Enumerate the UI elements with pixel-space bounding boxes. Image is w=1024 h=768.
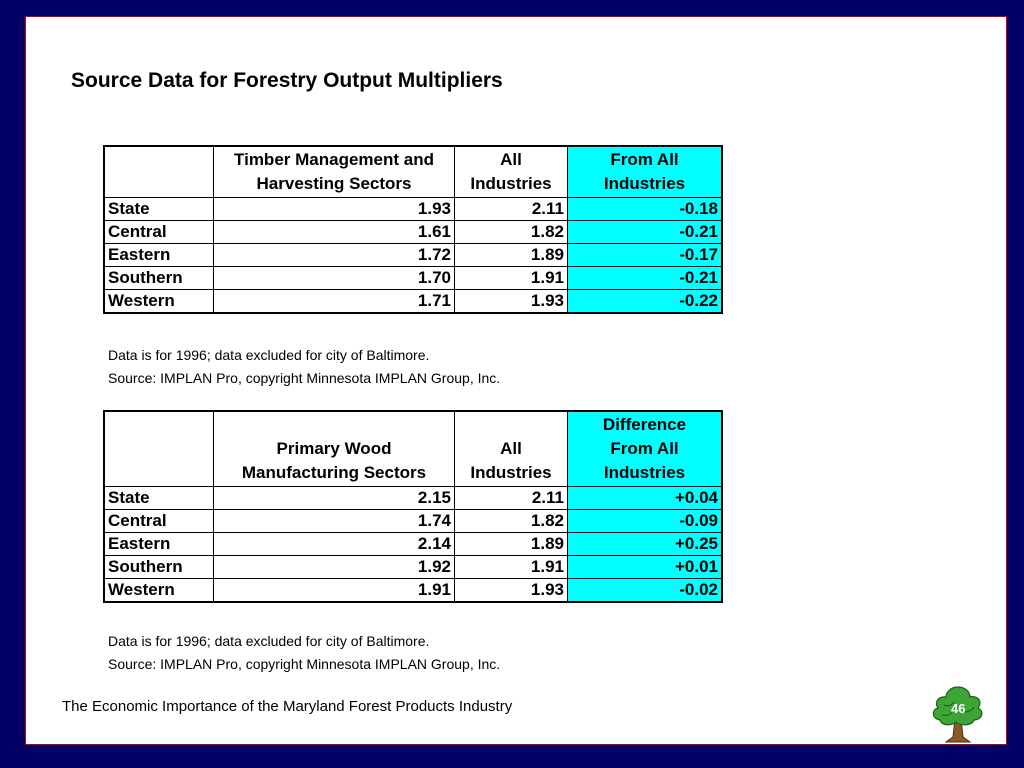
difference-value-cell: -0.02 xyxy=(568,579,723,603)
header-cell-difference: Difference From All Industries xyxy=(568,411,723,487)
data-note: Data is for 1996; data excluded for city of Baltimore. xyxy=(108,347,430,363)
region-cell: Central xyxy=(104,221,214,244)
sector-value-cell: 1.61 xyxy=(214,221,455,244)
source-note: Source: IMPLAN Pro, copyright Minnesota IMPLAN Group, Inc. xyxy=(108,656,501,672)
table-row xyxy=(104,198,722,221)
difference-value-cell: +0.25 xyxy=(568,533,723,556)
all-industries-value-cell: 1.89 xyxy=(455,244,568,267)
region-cell: Eastern xyxy=(104,244,214,267)
sector-value-cell: 1.71 xyxy=(214,290,455,314)
all-industries-value-cell: 1.93 xyxy=(455,290,568,314)
header-cell-empty xyxy=(104,146,214,198)
source-note: Source: IMPLAN Pro, copyright Minnesota IMPLAN Group, Inc. xyxy=(108,370,501,386)
timber-multiplier-table xyxy=(103,145,723,314)
table-row xyxy=(104,487,722,510)
region-cell: Western xyxy=(104,290,214,314)
sector-value-cell: 2.14 xyxy=(214,533,455,556)
region-cell: Western xyxy=(104,579,214,603)
sector-value-cell: 1.92 xyxy=(214,556,455,579)
table-row xyxy=(104,556,722,579)
table-row xyxy=(104,510,722,533)
table1-source-note xyxy=(108,344,500,390)
difference-value-cell: -0.09 xyxy=(568,510,723,533)
region-cell: Eastern xyxy=(104,533,214,556)
difference-value-cell: +0.04 xyxy=(568,487,723,510)
difference-value-cell: -0.21 xyxy=(568,267,723,290)
all-industries-value-cell: 2.11 xyxy=(455,198,568,221)
difference-value-cell: -0.18 xyxy=(568,198,723,221)
difference-value-cell: -0.17 xyxy=(568,244,723,267)
header-cell-empty xyxy=(104,411,214,487)
slide xyxy=(25,16,1007,745)
all-industries-value-cell: 1.82 xyxy=(455,510,568,533)
table2-source-note xyxy=(108,630,500,676)
sector-value-cell: 2.15 xyxy=(214,487,455,510)
difference-value-cell: -0.22 xyxy=(568,290,723,314)
table-header-row xyxy=(104,146,722,198)
table-row xyxy=(104,244,722,267)
difference-value-cell: -0.21 xyxy=(568,221,723,244)
all-industries-value-cell: 1.93 xyxy=(455,579,568,603)
region-cell: Southern xyxy=(104,267,214,290)
difference-value-cell: +0.01 xyxy=(568,556,723,579)
header-cell-difference: From All Industries xyxy=(568,146,723,198)
sector-value-cell: 1.72 xyxy=(214,244,455,267)
page-number: 46 xyxy=(951,701,966,716)
table-header-row xyxy=(104,411,722,487)
header-cell-all-industries: All Industries xyxy=(455,146,568,198)
sector-value-cell: 1.91 xyxy=(214,579,455,603)
page-title: Source Data for Forestry Output Multipliers xyxy=(71,69,503,92)
table-row xyxy=(104,267,722,290)
header-cell-sector: Timber Management and Harvesting Sectors xyxy=(214,146,455,198)
region-cell: State xyxy=(104,487,214,510)
region-cell: Central xyxy=(104,510,214,533)
all-industries-value-cell: 2.11 xyxy=(455,487,568,510)
sector-value-cell: 1.93 xyxy=(214,198,455,221)
wood-manufacturing-multiplier-table xyxy=(103,410,723,603)
table-row xyxy=(104,290,722,314)
sector-value-cell: 1.70 xyxy=(214,267,455,290)
header-cell-all-industries: All Industries xyxy=(455,411,568,487)
footer-text: The Economic Importance of the Maryland Forest Products Industry xyxy=(62,698,513,715)
all-industries-value-cell: 1.91 xyxy=(455,556,568,579)
region-cell: State xyxy=(104,198,214,221)
table-row xyxy=(104,221,722,244)
data-note: Data is for 1996; data excluded for city of Baltimore. xyxy=(108,633,430,649)
sector-value-cell: 1.74 xyxy=(214,510,455,533)
all-industries-value-cell: 1.91 xyxy=(455,267,568,290)
table-row xyxy=(104,533,722,556)
region-cell: Southern xyxy=(104,556,214,579)
all-industries-value-cell: 1.89 xyxy=(455,533,568,556)
header-cell-sector: Primary Wood Manufacturing Sectors xyxy=(214,411,455,487)
table-row xyxy=(104,579,722,603)
all-industries-value-cell: 1.82 xyxy=(455,221,568,244)
